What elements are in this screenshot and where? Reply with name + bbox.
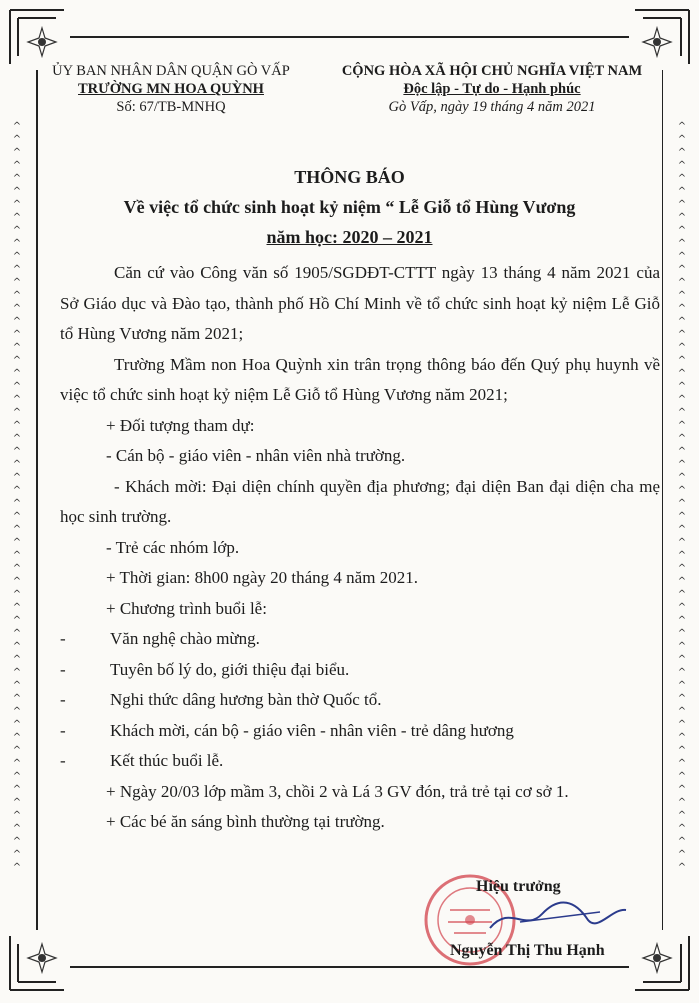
handwritten-signature xyxy=(480,892,630,942)
title-heading: THÔNG BÁO xyxy=(294,167,405,187)
national-motto-block xyxy=(322,62,662,116)
program-item xyxy=(60,624,660,655)
program-item-text: Tuyên bố lý do, giới thiệu đại biểu. xyxy=(110,659,350,679)
national-motto: Độc lập - Tự do - Hạnh phúc xyxy=(403,81,581,97)
left-chevron-border: ^ ^ ^ ^ ^ ^ ^ ^ ^ ^ ^ ^ ^ ^ ^ ^ ^ ^ ^ ^ ^ ^ ^ ^ ^ ^ ^ ^ ^ ^ ^ ^ ^ ^ ^ ^ ^ ^ ^ ^ ^ ^ ^ ^ ^ ^ ^ ^ ^ ^ ^ ^ ^ ^ ^ ^ ^ ^ xyxy=(12,121,22,873)
document-header xyxy=(46,62,656,132)
participants-heading: + Đối tượng tham dự: xyxy=(106,415,255,435)
document-title xyxy=(0,162,699,252)
program-heading: + Chương trình buổi lễ: xyxy=(106,598,267,618)
program-item xyxy=(60,716,660,747)
program-bullet: - xyxy=(60,751,66,770)
event-time: + Thời gian: 8h00 ngày 20 tháng 4 năm 2021. xyxy=(106,568,418,587)
signatory-title: Hiệu trưởng xyxy=(476,878,561,895)
participant-staff: - Cán bộ - giáo viên - nhân viên nhà trường. xyxy=(106,446,406,465)
program-item xyxy=(60,685,660,716)
signature-block xyxy=(420,870,650,960)
participant-children: - Trẻ các nhóm lớp. xyxy=(106,537,240,557)
program-item xyxy=(60,655,660,686)
program-item-text: Kết thúc buổi lễ. xyxy=(110,751,224,770)
document-body xyxy=(60,258,660,838)
participant-guests: - Khách mời: Đại diện chính quyền địa phương; đại diện Ban đại diện cha mẹ học sinh trường. xyxy=(60,476,660,526)
document-number: Số: 67/TB-MNHQ xyxy=(116,99,226,115)
issuer-block xyxy=(46,62,296,116)
program-item-text: Nghi thức dâng hương bàn thờ Quốc tổ. xyxy=(110,690,382,709)
program-bullet: - xyxy=(60,720,66,740)
issuer-school: TRƯỜNG MN HOA QUỲNH xyxy=(78,81,264,97)
program-bullet: - xyxy=(60,629,66,648)
program-item xyxy=(60,746,660,777)
note-breakfast: + Các bé ăn sáng bình thường tại trường. xyxy=(106,812,385,831)
place-date: Gò Vấp, ngày 19 tháng 4 năm 2021 xyxy=(388,99,596,115)
title-school-year: năm học: 2020 – 2021 xyxy=(266,227,433,247)
title-subject: Về việc tổ chức sinh hoạt kỷ niệm “ Lễ Giỗ tổ Hùng Vương xyxy=(123,197,576,217)
program-item-text: Khách mời, cán bộ - giáo viên - nhân viên - trẻ dâng hương xyxy=(110,720,514,740)
border-top-line xyxy=(70,36,629,38)
paragraph-announcement: Trường Mầm non Hoa Quỳnh xin trân trọng thông báo đến Quý phụ huynh về việc tổ chức sinh hoạt kỷ niệm Lễ Giỗ tổ Hùng Vương năm 2021; xyxy=(60,354,660,404)
paragraph-basis: Căn cứ vào Công văn số 1905/SGDĐT-CTTT ngày 13 tháng 4 năm 2021 của Sở Giáo dục và Đào tạo, thành phố Hồ Chí Minh về tổ chức sinh hoạt kỷ niệm Lễ Giỗ tổ Hùng Vương năm 2021; xyxy=(60,263,660,343)
issuer-agency: ỦY BAN NHÂN DÂN QUẬN GÒ VẤP xyxy=(52,63,290,79)
signatory-name: Nguyễn Thị Thu Hạnh xyxy=(450,942,605,959)
right-chevron-border: ^ ^ ^ ^ ^ ^ ^ ^ ^ ^ ^ ^ ^ ^ ^ ^ ^ ^ ^ ^ ^ ^ ^ ^ ^ ^ ^ ^ ^ ^ ^ ^ ^ ^ ^ ^ ^ ^ ^ ^ ^ ^ ^ ^ ^ ^ ^ ^ ^ ^ ^ ^ ^ ^ ^ ^ ^ ^ xyxy=(677,121,687,873)
program-bullet: - xyxy=(60,690,66,709)
border-bottom-line xyxy=(70,966,629,968)
corner-ornament-bottom-left xyxy=(2,928,72,998)
program-bullet: - xyxy=(60,659,66,679)
country-name: CỘNG HÒA XÃ HỘI CHỦ NGHĨA VIỆT NAM xyxy=(341,63,643,79)
note-pickup: + Ngày 20/03 lớp mầm 3, chồi 2 và Lá 3 GV đón, trả trẻ tại cơ sở 1. xyxy=(106,781,569,801)
program-item-text: Văn nghệ chào mừng. xyxy=(110,629,260,648)
